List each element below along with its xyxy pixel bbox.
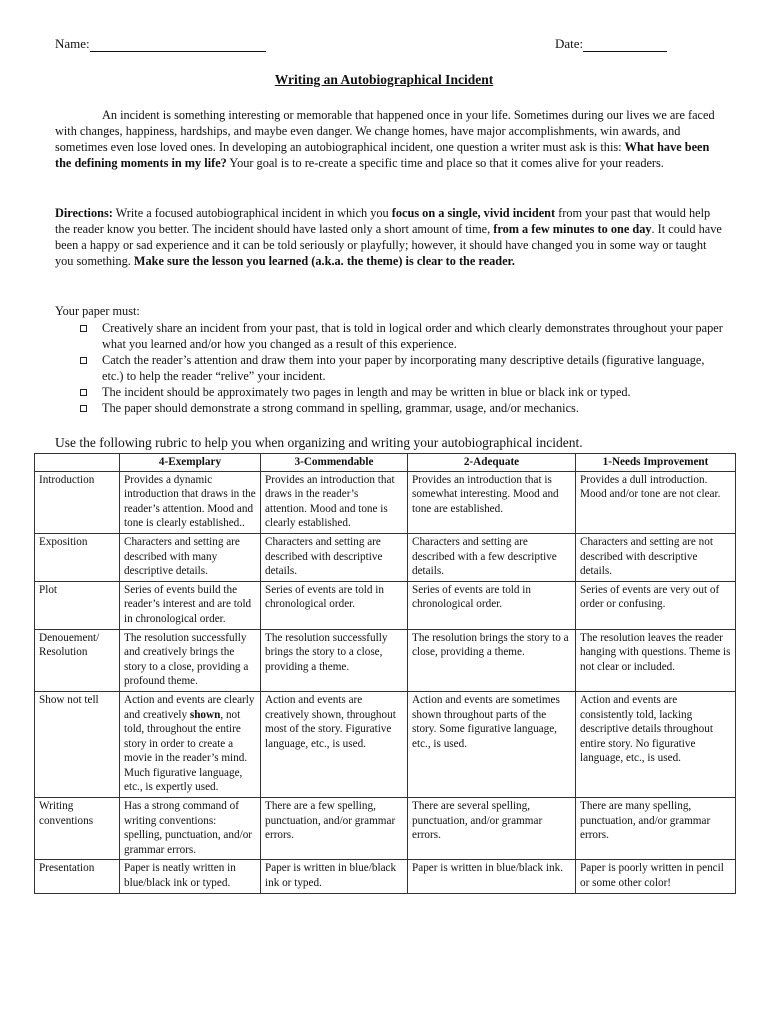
rubric-cell-2: There are several spelling, punctuation, and/or grammar errors.: [408, 798, 576, 860]
requirement-text: The incident should be approximately two pages in length and may be written in blue or black ink or typed.: [102, 385, 631, 399]
rubric-cell-2: The resolution brings the story to a close, providing a theme.: [408, 629, 576, 691]
rubric-criterion: Show not tell: [35, 691, 120, 797]
rubric-header-exemplary: 4-Exemplary: [120, 454, 261, 472]
intro-text-1: An incident is something interesting or memorable that happened once in your life. Sometimes during our lives we are faced with changes, happiness, hardships, and maybe even danger. We change homes, have major accomplishments, win awards, and sometimes even lose loved ones. In developing an autobiographical incident, one question a writer must ask is this:: [55, 108, 715, 154]
rubric-cell-2: Paper is written in blue/black ink.: [408, 860, 576, 893]
rubric-criterion: Denouement/ Resolution: [35, 629, 120, 691]
rubric-cell-2: Characters and setting are described with a few descriptive details.: [408, 533, 576, 581]
rubric-cell-3: Characters and setting are described with descriptive details.: [261, 533, 408, 581]
rubric-cell-1: The resolution leaves the reader hanging with questions. Theme is not clear or included.: [576, 629, 736, 691]
rubric-cell-1: Paper is poorly written in pencil or some other color!: [576, 860, 736, 893]
rubric-cell-3: Action and events are creatively shown, throughout most of the story. Figurative language, etc., is used.: [261, 691, 408, 797]
square-bullet-icon: [80, 405, 87, 412]
directions-text-2: from your past that would help the reader know you better. The incident should have lasted only a short amount of time,: [55, 206, 711, 236]
rubric-header-commendable: 3-Commendable: [261, 454, 408, 472]
rubric-header-adequate: 2-Adequate: [408, 454, 576, 472]
rubric-table: [34, 453, 736, 894]
directions-bold-2: from a few minutes to one day: [493, 222, 652, 236]
document-title-wrap: [0, 72, 768, 88]
rubric-row-exposition: [35, 533, 736, 581]
requirement-item: [78, 352, 726, 384]
rubric-cell-3: Series of events are told in chronological order.: [261, 581, 408, 629]
intro-text-2: Your goal is to re-create a specific time and place so that it comes alive for your readers.: [226, 156, 664, 170]
requirement-item: [78, 400, 726, 416]
rubric-cell-4: Characters and setting are described with many descriptive details.: [120, 533, 261, 581]
rubric-cell-1: There are many spelling, punctuation, and/or grammar errors.: [576, 798, 736, 860]
rubric-cell-4: [120, 691, 261, 797]
rubric-header-needs-improvement: 1-Needs Improvement: [576, 454, 736, 472]
directions-bold-3: Make sure the lesson you learned (a.k.a. the theme) is clear to the reader.: [133, 254, 515, 268]
date-label: Date:: [555, 36, 584, 51]
rubric-cell-4: The resolution successfully and creatively brings the story to a close, providing a profound theme.: [120, 629, 261, 691]
rubric-cell-4: Paper is neatly written in blue/black ink or typed.: [120, 860, 261, 893]
rubric-criterion: Plot: [35, 581, 120, 629]
rubric-cell-2: Action and events are sometimes shown throughout parts of the story. Some figurative language, etc., is used.: [408, 691, 576, 797]
rubric-cell-3: Provides an introduction that draws in the reader’s attention. Mood and tone is clearly established.: [261, 471, 408, 533]
rubric-criterion: Introduction: [35, 471, 120, 533]
square-bullet-icon: [80, 357, 87, 364]
directions-text-1: Write a focused autobiographical incident in which you: [112, 206, 392, 220]
date-field: [555, 36, 667, 52]
rubric-cell-2: Series of events are told in chronological order.: [408, 581, 576, 629]
name-label: Name:: [55, 36, 90, 51]
rubric-row-presentation: [35, 860, 736, 893]
requirements-list: [78, 320, 726, 416]
rubric-cell-4: Has a strong command of writing conventions: spelling, punctuation, and/or grammar errors.: [120, 798, 261, 860]
rubric-row-plot: [35, 581, 736, 629]
rubric-cell-3: Paper is written in blue/black ink or typed.: [261, 860, 408, 893]
name-blank-line: [90, 37, 266, 52]
square-bullet-icon: [80, 389, 87, 396]
rubric-cell-4-bold: shown: [189, 708, 221, 721]
intro-paragraph: [55, 107, 723, 171]
rubric-criterion: Presentation: [35, 860, 120, 893]
square-bullet-icon: [80, 325, 87, 332]
rubric-criterion: Exposition: [35, 533, 120, 581]
rubric-cell-1: Series of events are very out of order or confusing.: [576, 581, 736, 629]
rubric-cell-4-pre: Action and events are clearly and creatively: [124, 693, 255, 721]
rubric-cell-4-post: , not told, throughout the entire story in order to create a movie in the reader’s mind. Much figurative language, etc., is expertly used.: [124, 708, 248, 794]
rubric-cell-2: Provides an introduction that is somewhat interesting. Mood and tone are established.: [408, 471, 576, 533]
rubric-cell-1: Characters and setting are not described with descriptive details.: [576, 533, 736, 581]
directions-paragraph: [55, 205, 723, 269]
rubric-cell-3: The resolution successfully brings the story to a close, providing a theme.: [261, 629, 408, 691]
requirement-text: Catch the reader’s attention and draw them into your paper by incorporating many descriptive details (figurative language, etc.) to help the reader “relive” your incident.: [102, 353, 705, 383]
rubric-row-introduction: [35, 471, 736, 533]
rubric-header-criterion: [35, 454, 120, 472]
header-row: [55, 36, 695, 56]
name-field: [55, 36, 266, 52]
rubric-cell-4: Series of events build the reader’s interest and are told in chronological order.: [120, 581, 261, 629]
requirement-item: [78, 320, 726, 352]
rubric-row-show-not-tell: [35, 691, 736, 797]
requirements-label: Your paper must:: [55, 304, 140, 318]
requirement-item: [78, 384, 726, 400]
directions-bold-1: focus on a single, vivid incident: [391, 206, 556, 220]
rubric-cell-3: There are a few spelling, punctuation, and/or grammar errors.: [261, 798, 408, 860]
date-blank-line: [583, 37, 667, 52]
requirement-text: Creatively share an incident from your past, that is told in logical order and which clearly demonstrates throughout your paper what you learned and/or how you changed as a result of this experience.: [102, 321, 723, 351]
rubric-cell-1: Action and events are consistently told, lacking descriptive details throughout entire story. No figurative language, etc., is used.: [576, 691, 736, 797]
document-title: Writing an Autobiographical Incident: [274, 72, 494, 87]
rubric-row-resolution: [35, 629, 736, 691]
rubric-criterion: Writing conventions: [35, 798, 120, 860]
rubric-row-writing-conventions: [35, 798, 736, 860]
directions-label: Directions:: [55, 206, 113, 220]
rubric-header-row: [35, 454, 736, 472]
directions-text-3: . It could have been a happy or sad experience and it can be told seriously or playfully; however, it should have changed you in some way or taught you something.: [55, 222, 722, 268]
intro-bold-question: What have been the defining moments in my life?: [55, 140, 710, 170]
rubric-cell-1: Provides a dull introduction. Mood and/or tone are not clear.: [576, 471, 736, 533]
rubric-intro: Use the following rubric to help you when organizing and writing your autobiographical incident.: [55, 435, 583, 450]
requirement-text: The paper should demonstrate a strong command in spelling, grammar, usage, and/or mechanics.: [102, 401, 579, 415]
rubric-cell-4: Provides a dynamic introduction that draws in the reader’s attention. Mood and tone is clearly established..: [120, 471, 261, 533]
